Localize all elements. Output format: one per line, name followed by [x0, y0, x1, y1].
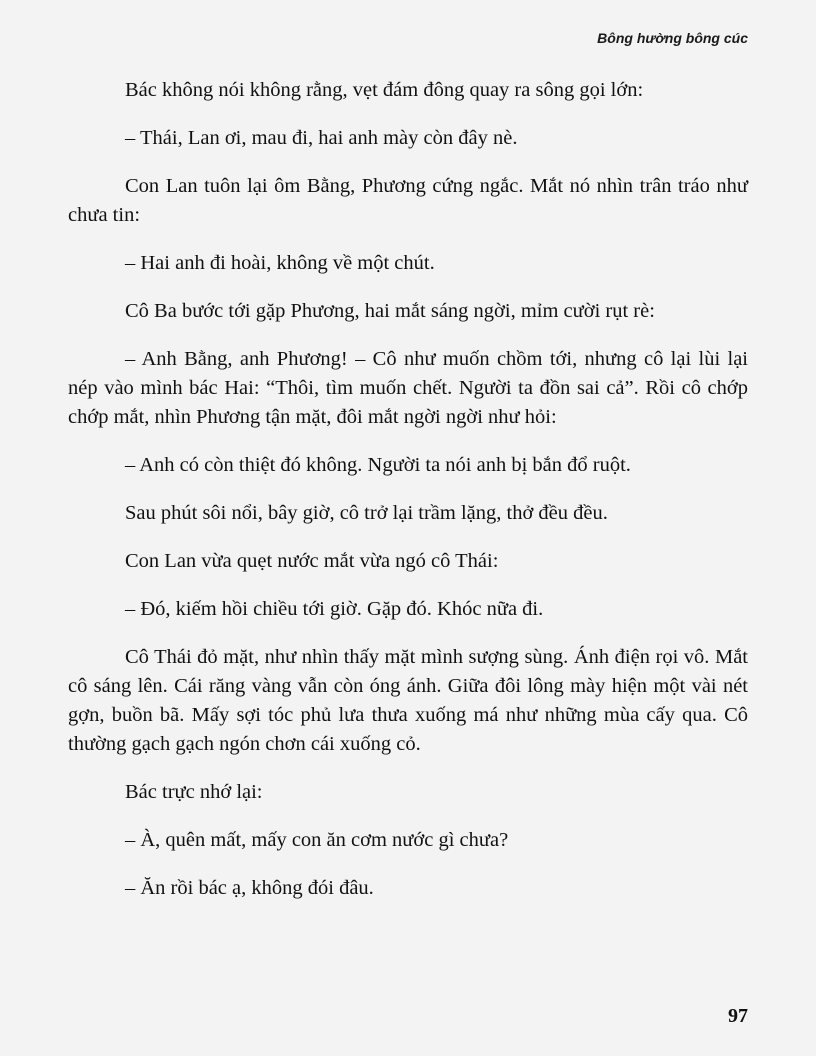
paragraph: Con Lan tuôn lại ôm Bằng, Phương cứng ngắc. Mắt nó nhìn trân tráo như chưa tin: — [68, 175, 748, 226]
paragraph: Cô Thái đỏ mặt, như nhìn thấy mặt mình sượng sùng. Ánh điện rọi vô. Mắt cô sáng lên. Cái răng vàng vẫn còn óng ánh. Giữa đôi lông mày hiện một vài nét gợn, buồn bã. Mấy sợi tóc phủ lưa thưa xuống má như những mùa cấy qua. Cô thường gạch gạch ngón chơn cái xuống cỏ. — [68, 646, 748, 755]
paragraph: – Đó, kiếm hồi chiều tới giờ. Gặp đó. Khóc nữa đi. — [125, 598, 544, 620]
paragraph: – Hai anh đi hoài, không về một chút. — [125, 252, 435, 274]
paragraph: – Anh có còn thiệt đó không. Người ta nói anh bị bắn đổ ruột. — [125, 454, 631, 476]
paragraph: – Ăn rồi bác ạ, không đói đâu. — [125, 877, 374, 899]
paragraph: – Thái, Lan ơi, mau đi, hai anh mày còn đây nè. — [125, 127, 518, 149]
paragraph: Sau phút sôi nổi, bây giờ, cô trở lại trầm lặng, thở đều đều. — [125, 502, 608, 524]
page-body — [68, 76, 748, 922]
running-header: Bông hường bông cúc — [597, 30, 748, 46]
paragraph: Bác không nói không rằng, vẹt đám đông quay ra sông gọi lớn: — [125, 79, 644, 101]
paragraph: Con Lan vừa quẹt nước mắt vừa ngó cô Thái: — [125, 550, 499, 572]
paragraph: – À, quên mất, mấy con ăn cơm nước gì chưa? — [125, 829, 509, 851]
page-number: 97 — [728, 1005, 748, 1027]
paragraph: Cô Ba bước tới gặp Phương, hai mắt sáng ngời, mỉm cười rụt rè: — [125, 300, 655, 322]
paragraph: – Anh Bằng, anh Phương! – Cô như muốn chồm tới, nhưng cô lại lùi lại nép vào mình bác Hai: “Thôi, tìm muốn chết. Người ta đồn sai cả”. Rồi cô chớp chớp mắt, nhìn Phương tận mặt, đôi mắt ngời ngời như hỏi: — [68, 348, 748, 428]
paragraph: Bác trực nhớ lại: — [125, 781, 263, 803]
